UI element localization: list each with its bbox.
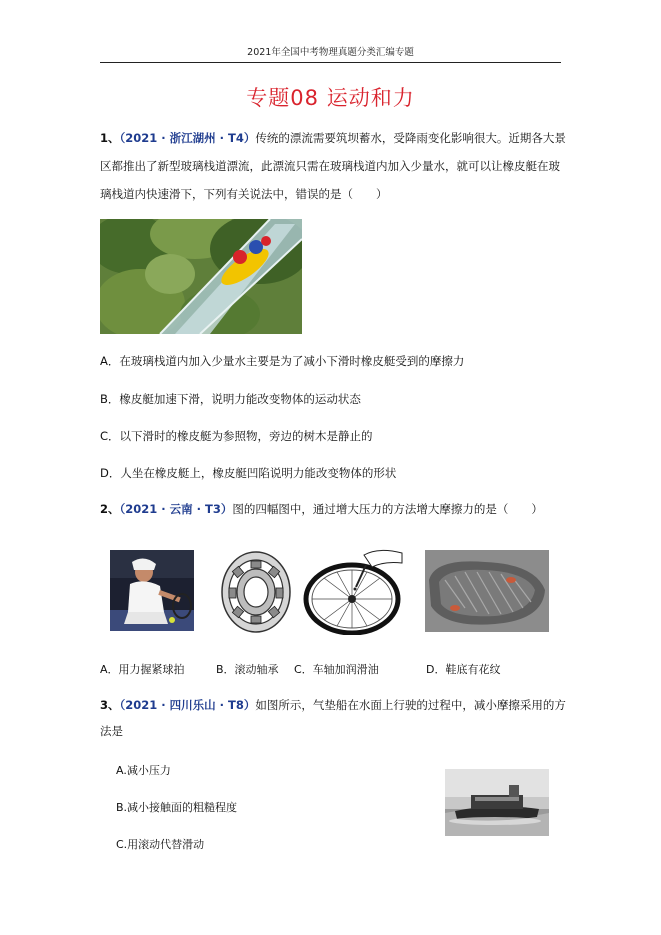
q2-number: 2、 xyxy=(100,502,120,516)
hovercraft-photo xyxy=(445,769,549,836)
q1-option-d: D．人坐在橡皮艇上，橡皮艇凹陷说明力能改变物体的形状 xyxy=(100,466,397,480)
shoe-sole-photo xyxy=(425,550,549,632)
q2-option-c: C．车轴加润滑油 xyxy=(294,663,379,676)
roller-bearing-image xyxy=(218,548,294,633)
q1-source: （2021 · 浙江湖州 · T4） xyxy=(119,131,256,145)
q1-line-2: 区都推出了新型玻璃栈道漂流，此漂流只需在玻璃栈道内加入少量水，就可以让橡皮艇在玻 xyxy=(100,159,560,173)
q3-line-1 xyxy=(100,698,566,712)
q3-number: 3、 xyxy=(100,698,120,712)
q3-line-2: 法是 xyxy=(100,724,123,738)
page-title: 专题08 运动和力 xyxy=(246,86,415,110)
rafting-photo xyxy=(100,219,302,334)
bicycle-wheel-image xyxy=(302,547,408,635)
q2-line-1 xyxy=(100,502,543,516)
q2-source: （2021 · 云南 · T3） xyxy=(119,502,233,516)
q3-option-b: B.减小接触面的粗糙程度 xyxy=(116,801,238,814)
q1-line-1 xyxy=(100,131,566,145)
q2-option-a: A．用力握紧球拍 xyxy=(100,663,185,676)
q3-option-a: A.减小压力 xyxy=(116,764,171,777)
header-rule xyxy=(100,62,561,63)
q2-option-b: B．滚动轴承 xyxy=(216,663,279,676)
q3-text-1: 如图所示，气垫船在水面上行驶的过程中，减小摩擦采用的方 xyxy=(255,698,566,712)
q1-option-c: C．以下滑时的橡皮艇为参照物，旁边的树木是静止的 xyxy=(100,429,373,443)
q1-number: 1、 xyxy=(100,131,120,145)
running-header: 2021年全国中考物理真题分类汇编专题 xyxy=(247,47,414,58)
q1-line-3: 璃栈道内快速滑下，下列有关说法中，错误的是（ ） xyxy=(100,187,388,201)
q1-text-1: 传统的漂流需要筑坝蓄水，受降雨变化影响很大。近期各大景 xyxy=(255,131,566,145)
q2-option-d: D．鞋底有花纹 xyxy=(426,663,501,676)
tennis-player-photo xyxy=(110,550,194,631)
q1-option-a: A．在玻璃栈道内加入少量水主要是为了减小下滑时橡皮艇受到的摩擦力 xyxy=(100,354,465,368)
q1-option-b: B．橡皮艇加速下滑，说明力能改变物体的运动状态 xyxy=(100,392,361,406)
q3-option-c: C.用滚动代替滑动 xyxy=(116,838,205,851)
q2-text-1: 图的四幅图中，通过增大压力的方法增大摩擦力的是（ ） xyxy=(232,502,543,516)
q3-source: （2021 · 四川乐山 · T8） xyxy=(119,698,256,712)
